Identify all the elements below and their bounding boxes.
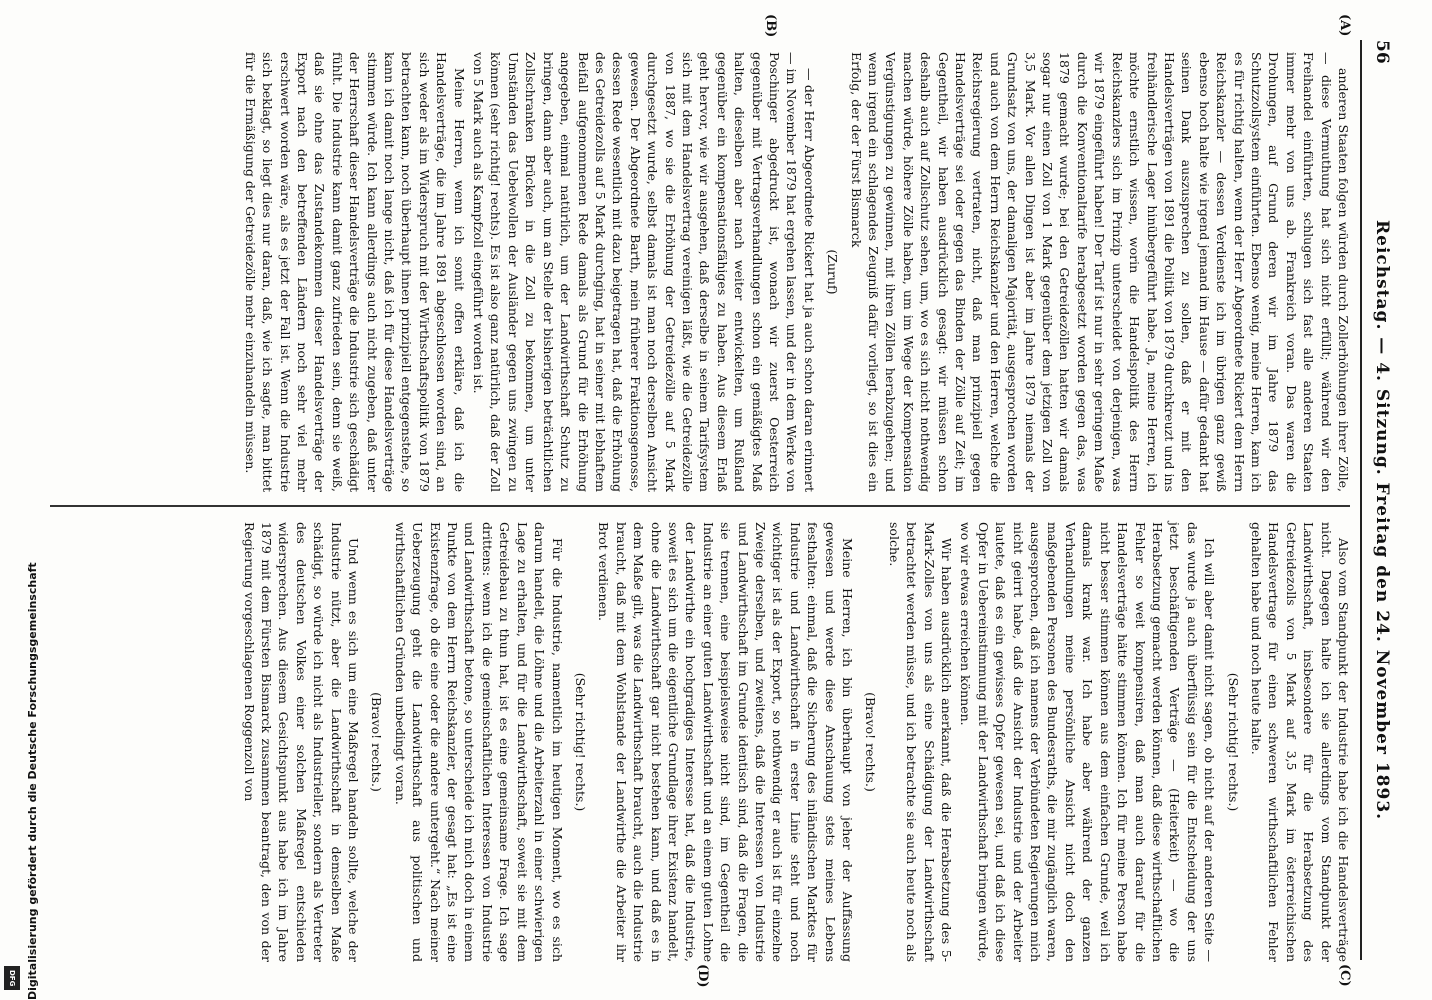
- header-rule: [1360, 40, 1362, 960]
- page-header: [1360, 40, 1400, 960]
- paragraph: Ich will aber damit nicht sagen, ob nicht auf der anderen Seite — das wurde ja auch überflüssig sein für die Entscheidung der uns jetzt beschäftigenden Verträge — (Heiterkeit) — wo die Herabsetzung gemacht werden können, daß diese wirthschaftlichen Fehler so weit kompensiren, daß man auch darauf für die Handelsverträge hätte stimmen können. Ich für meine Person habe nicht besser stimmen können aus dem einfachen Grunde, weil ich damals krank war. Ich habe aber während der ganzen Verhandlungen meine persönliche Ansicht nicht doch den maßgebenden Personen des Bundesraths, die mir zugänglich waren, ausgesprochen, daß ich namens der Verbündeten Regierungen mich nicht geirrt habe, daß die Ansicht der Industrie und der Arbeiter lautete, daß es ein gewisses Opfer gewesen sei, und daß ich diese Opfer in Uebereinstimmung mit der Landwirthschaft bringen würde, wo wir etwas erreichen können.: [958, 522, 1218, 962]
- page-title: Reichstag. — 4. Sitzung. Freitag den 24. November 1893.: [1372, 220, 1392, 821]
- interjection: (Sehr richtig! rechts.): [572, 672, 588, 812]
- paragraph: Meine Herren, wenn ich somit offen erkläre, daß ich die Handelsverträge, die im Jahre 1891 abgeschlossen worden sind, an sich weder als im Widerspruch mit der Wirthschaftspolitik von 1879 betrachten kann, noch überhaupt ihnen prinzipiell entgegenstehe, so kann ich damit noch lange nicht, daß ich für diese Handelsverträge stimmen würde. Ich kann allerdings auch nicht zugeben, daß unter der Herrschaft dieser Handelsverträge die Industrie sich geschädigt fühlt. Die Industrie kann damit ganz zufrieden sein, denn sie weiß, daß sie ohne das Zustandekommen dieser Handelsverträge der Export nach den betreffenden Ländern noch sehr viel mehr erschwert worden wäre, als es jetzt der Fall ist. Wenn die Industrie sich beklagt, so liegt dies nur daran, daß, wie ich sagte, man bittet für die Ermäßigung der Getreidezölle mehr einzuhandeln müssen.: [242, 52, 467, 492]
- paragraph: Und wenn es sich um eine Maßregel handeln sollte, welche der Industrie nützt, aber die Landwirthschaft in demselben Maße schädigt, so würde ich nicht als Industrieller, sondern als Vertreter des deutschen Volkes einer solchen Maßregel entschieden widersprechen. Aus diesem Gesichtspunkt aus habe ich im Jahre 1879 mit dem Fürsten Bismarck zusammen beantragt, den von der Regierung vorgeschlagenen Roggenzoll von: [241, 522, 362, 962]
- interjection: (Bravo! rechts.): [369, 692, 385, 792]
- dfg-logo: DFG: [4, 966, 20, 990]
- interjection: (Bravo! rechts.): [863, 692, 879, 792]
- digitization-footer: [4, 560, 39, 1000]
- digitization-note: Digitalisierung gefördert durch die Deutsche Forschungsgemeinschaft: [26, 562, 39, 1000]
- paragraph: Für die Industrie, namentlich im heutigen Moment, wo es sich darum handelt, die Löhne und die Arbeiterzahl in einer schwierigen Lage zu erhalten, und für die Landwirthschaft, soweit sie mit dem Getreidebau zu thun hat, ist es eine gemeinsame Frage. Ich sage drittens: wenn ich die gemeinschaftlichen Interessen von Industrie und Landwirthschaft betone, so unterscheide ich mich doch in einem Punkte von dem Herrn Reichskanzler, der gesagt hat: „Es ist eine Existenzfrage, ob die eine oder die andere untergeht.“ Nach meiner Ueberzeugung geht die Landwirthschaft aus politischen und wirthschaftlichen Gründen unbedingt voran.: [392, 522, 565, 962]
- column-divider: [50, 505, 1350, 507]
- left-column: [239, 52, 1352, 492]
- paragraph: Meine Herren, ich bin überhaupt von jeher der Auffassung gewesen und werde diese Anschauung stets meines Lebens festhalten: einmal, daß die Sicherung des inländischen Marktes für Industrie und Landwirthschaft in erster Linie steht und noch wichtiger ist als der Export, so nothwendig er auch ist für einzelne Zweige derselben, und zweitens, daß die Interessen von Industrie und Landwirthschaft im Grunde identisch sind, daß die Fragen, die sie trennen, eine beispielsweise nicht sind, im Gegentheil die Industrie an einer guten Landwirthschaft und an einem guten Lohne der Landwirthe ein hochgradiges Interesse hat, daß die Industrie, soweit es sich um die eigentliche Grundlage ihrer Existenz handelt, ohne die Landwirthschaft gar nicht bestehen kann, und daß es in dem Maße gilt, was die Landwirthschaft braucht, auch die Industrie braucht, daß mit dem Wohlstande der Landwirthe die Arbeiter ihr Brot verdienen.: [596, 522, 856, 962]
- right-column: [238, 522, 1352, 962]
- paragraph: — der Herr Abgeordnete Rickert hat ja auch schon daran erinnert — im November 1879 hat ergehen lassen, und der in dem Werke von Poschinger abgedruckt ist, wonach wir zuerst Oesterreich gegenüber mit Vertragsverhandlungen schon ein gemäßigtes Maß halten, dieselben aber nach weiter entwickelten, um Rußland gegenüber ein kompensationsfähiges zu haben. Aus diesem Erlaß geht hervor, wie wir ausgehen, daß derselbe in seinem Tarifsystem sich mit dem Handelsvertrag vereinigen läßt, wie die Getreidezölle von 1887, wo sie die Erhöhung der Getreidezölle auf 5 Mark durchgesetzt wurde, selbst damals ist man noch derselben Ansicht gewesen. Der Abgeordnete Barth, mein früherer Fraktionsgenosse, dessen Rede wesentlich mit dazu beigetragen hat, daß die Erhöhung des Getreidezolls auf 5 Mark durchging, hat in seiner mit lebhaftem Beifall aufgenommenen Rede damals als Grund für die Erhöhung angegeben, einmal natürlich, um der Landwirthschaft Schutz zu bringen, dann aber auch, um an Stelle der bisherigen beträchtlichen Zollschranken Brücken in die Zoll zu bekommen, um unter Umständen das Uebelwollen der Ausländer gegen uns zwingen zu können (sehr richtig! rechts). Es ist also ganz natürlich, daß der Zoll von 5 Mark auch als Kampfzoll eingeführt worden ist.: [471, 52, 817, 492]
- margin-marker-a: (A): [1337, 14, 1352, 37]
- page-number: 56: [1372, 40, 1392, 64]
- margin-marker-c: (C): [1337, 964, 1352, 987]
- margin-marker-d: (D): [695, 964, 710, 988]
- paragraph: anderen Staaten folgen würden durch Zollerhöhungen ihrer Zölle, — diese Vermuthung hat sich nicht erfüllt; während wir den Freihandel einführten, schlugen sich fast alle anderen Staaten immer mehr von uns ab. Frankreich voran. Das waren die Drohungen, auf Grund deren wir im Jahre 1879 das Schutzzollsystem einführten. Ebenso wenig, meine Herren, kam ich es für richtig halten, wenn der Herr Abgeordnete Rickert dem Herrn Reichskanzler — dessen Verdienste ich im übrigen ganz gewiß ebenso hoch halte wie irgend jemand im Hause — dafür gedankt hat seinen Dank auszusprechen zu sollen, daß er mit den Handelsverträgen von 1891 die Politik von 1879 durchkreuzt und ins freihändlerische Lager hinübergeführt habe. Ja, meine Herren, ich möchte ernstlich wissen, worin die Handelspolitik des Herrn Reichskanzlers sich im Prinzip unterscheidet von derjenigen, was wir 1879 eingeführt haben! Der Tarif ist nur in sehr geringem Maße durch die Konventionaltarife herabgesetzt worden gegen das, was 1879 gemacht wurde; bei den Getreidezöllen hatten wir damals sogar nur einen Zoll von 1 Mark gegenüber dem jetzigen Zoll von 3,5 Mark. Vor allen Dingen ist aber im Jahre 1879 niemals der Grundsatz von uns, der damaligen Majorität, ausgesprochen worden und auch von dem Herrn Reichskanzler und den Herren, welche die Reichsregierung vertraten, nicht, daß man prinzipiell gegen Handelsverträge sei oder gegen das Binden der Zölle auf Zeit; im Gegentheil, wir haben ausdrücklich gesagt: wir müssen schon deshalb auch auf Zollschutz sehen, um, wo es sich nicht nothwendig machen würde, höhere Zölle haben, um im Wege der Kompensation Vergünstigungen zu gewinnen, mit ihren Zöllen herabzugehen; und wenn irgend ein schlagendes Zeugniß dafür vorliegt, so ist dies ein Erfolg, der der Fürst Bismarck: [848, 52, 1351, 492]
- interjection: (Zuruf): [825, 249, 841, 295]
- margin-marker-b: (B): [763, 14, 778, 38]
- paragraph: Also vom Standpunkt der Industrie habe ich die Handelsverträge nicht. Dagegen halte ich sie allerdings vom Standpunkt der Landwirthschaft, insbesondere für die Herabsetzung des Getreidezolls von 5 Mark auf 3,5 Mark im österreichischen Handelsvertrage für einen schweren wirthschaftlichen Fehler gehalten habe und noch heute halte.: [1248, 522, 1351, 962]
- paragraph: Wir haben ausdrücklich anerkannt, daß die Herabsetzung des 5-Mark-Zolles von uns als eine Schädigung der Landwirthschaft betrachtet werden müsse, und ich betrachte sie auch heute noch als solche.: [886, 522, 955, 962]
- interjection: (Sehr richtig! rechts.): [1225, 672, 1241, 812]
- newspaper-page: [10, 0, 1410, 1000]
